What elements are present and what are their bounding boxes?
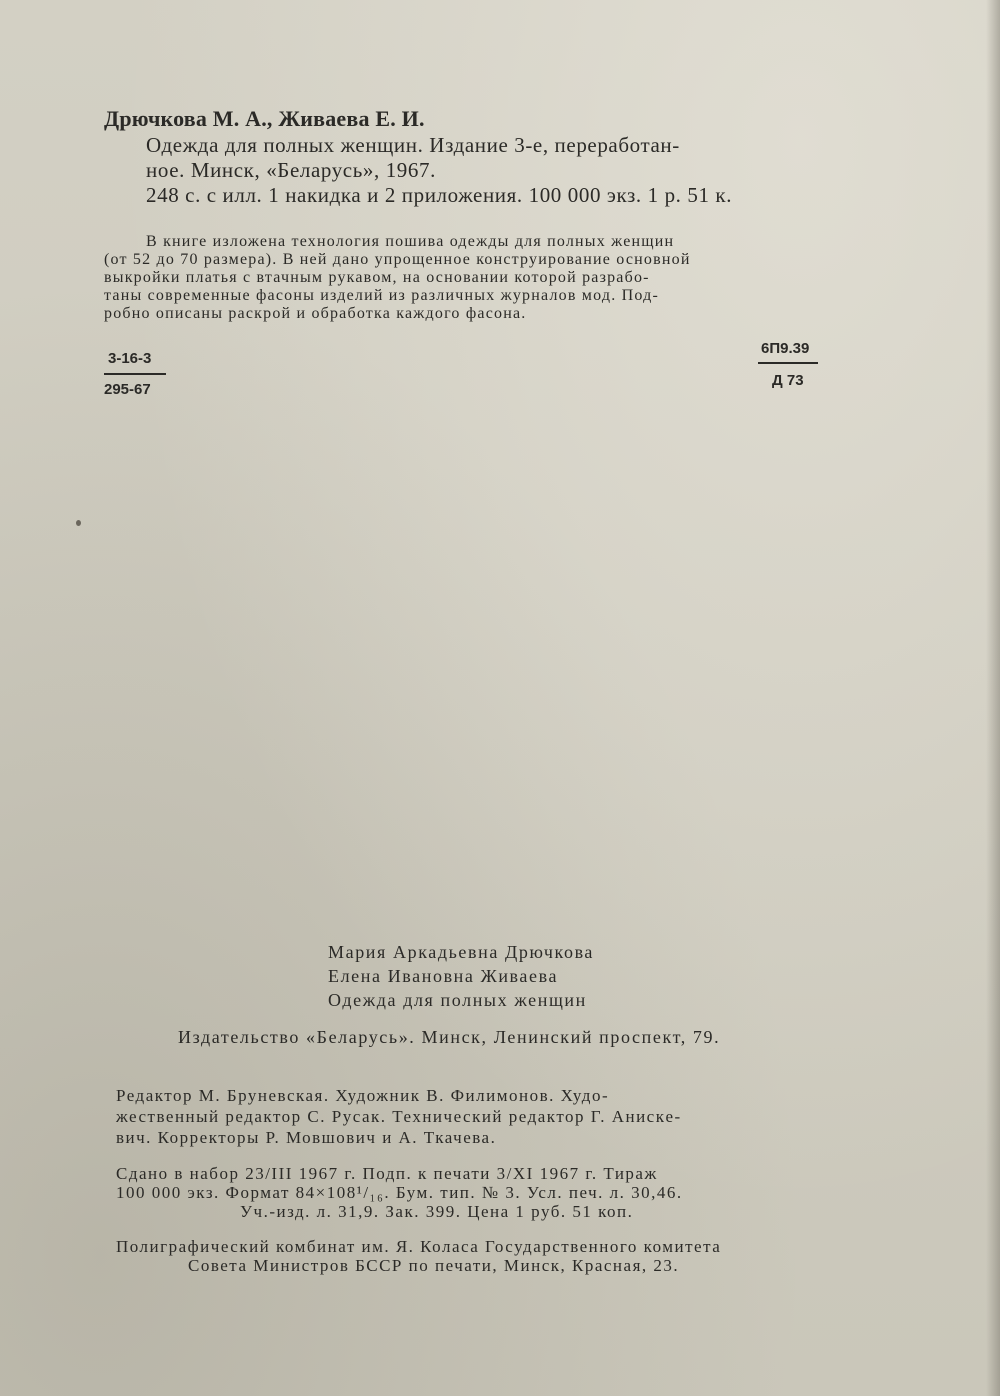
bibl-physical-line: 248 с. с илл. 1 накидка и 2 приложения. 100 000 экз. 1 р. 51 к. [146,183,733,207]
print-data-line: Уч.-изд. л. 31,9. Зак. 399. Цена 1 руб. 51 коп. [240,1202,634,1221]
printer-line: Совета Министров БССР по печати, Минск, Красная, 23. [188,1256,680,1275]
credits-line: вич. Корректоры Р. Мовшович и А. Ткачева. [116,1128,497,1147]
credits-line: Редактор М. Бруневская. Художник В. Филимонов. Худо- [116,1086,610,1105]
credits-line: жественный редактор С. Русак. Технический редактор Г. Анискe- [116,1107,682,1126]
annotation-line: (от 52 до 70 размера). В ней дано упрощенное конструирование основной [104,251,691,268]
colophon-author-1: Мария Аркадьевна Дрючкова [328,942,595,962]
bibl-title-line: Одежда для полных женщин. Издание 3-е, переработан- [146,133,680,157]
colophon-author-2: Елена Ивановна Живаева [328,966,559,986]
index-left-top: 3-16-3 [108,350,152,367]
index-right-bottom: Д 73 [772,372,804,389]
index-right-top: 6П9.39 [761,340,810,357]
annotation-line: робно описаны раскрой и обработка каждого фасона. [104,305,527,322]
annotation-line: В книге изложена технология пошива одежды для полных женщин [146,233,675,250]
annotation-line: таны современные фасоны изделий из различных журналов мод. Под- [104,287,659,304]
paper-speck [76,520,81,526]
index-left-bottom: 295-67 [104,381,151,398]
index-right-rule [758,362,818,364]
printer-line: Полиграфический комбинат им. Я. Коласа Государственного комитета [116,1237,722,1256]
print-data-line: 100 000 экз. Формат 84×108¹/₁₆. Бум. тип. № 3. Усл. печ. л. 30,46. [116,1183,683,1202]
colophon-publisher: Издательство «Беларусь». Минск, Ленинский проспект, 79. [178,1027,721,1047]
annotation-line: выкройки платья с втачным рукавом, на основании которой разрабо- [104,269,650,286]
index-left-rule [104,373,166,375]
bibl-publisher-line: ное. Минск, «Беларусь», 1967. [146,158,436,182]
page-edge-shadow [986,0,1000,1396]
authors-heading: Дрючкова М. А., Живаева Е. И. [104,106,425,131]
print-data-line: Сдано в набор 23/III 1967 г. Подп. к печати 3/XI 1967 г. Тираж [116,1164,658,1183]
colophon-title: Одежда для полных женщин [328,990,587,1010]
